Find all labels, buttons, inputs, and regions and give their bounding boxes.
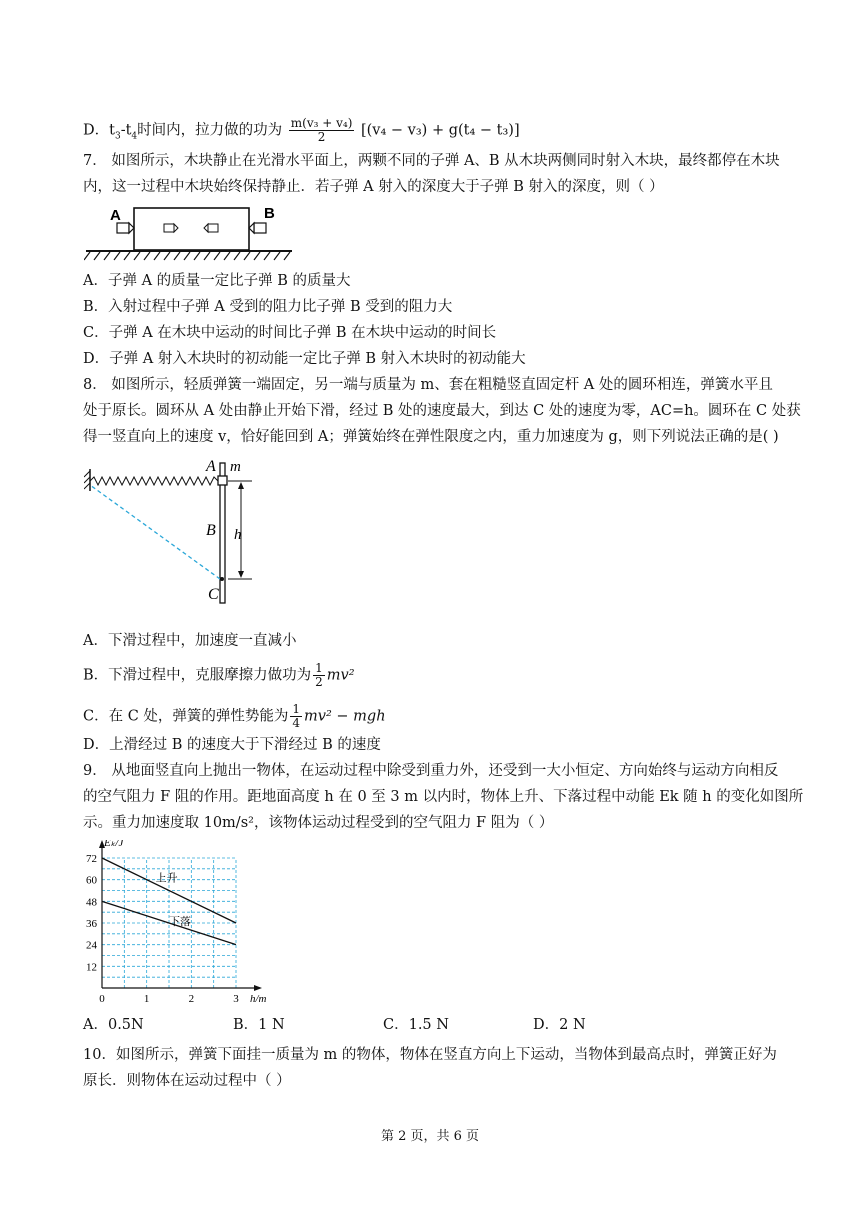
x-tick-label: 2 xyxy=(188,993,195,1005)
label-h: h xyxy=(234,527,242,543)
q9-stem-line2: 的空气阻力 F 阻的作用。距地面高度 h 在 0 至 3 m 以内时，物体上升、下落过程中动能 Ek 随 h 的变化如图所 xyxy=(83,789,804,805)
q7-option-b: B．入射过程中子弹 A 受到的阻力比子弹 B 受到的阻力大 xyxy=(83,299,453,315)
y-tick-label: 48 xyxy=(86,896,97,909)
q6-option-d: D．$t_3-t_4$时间内，拉力做的功为 $\frac{\text{m(v₃ + v₄)}}{2}$ [(v₄ − v₃) + g(t₄ − t₃)] xyxy=(83,116,520,144)
h-arrow-down xyxy=(238,571,244,578)
q6-formula-fraction: $\frac{\text{m(v₃ + v₄)}}{2}$ xyxy=(290,116,353,144)
h-arrow-up xyxy=(238,482,244,489)
q7-option-a: A．子弹 A 的质量一定比子弹 B 的质量大 xyxy=(83,273,351,289)
y-axis-label: Eₖ/J xyxy=(104,840,124,849)
y-tick-label: 12 xyxy=(86,961,97,974)
q10-stem-line2: 原长．则物体在运动过程中（ ） xyxy=(83,1073,291,1089)
q8-option-c: C．在 C 处，弹簧的弹性势能为 $\frac{1}{4}$ mv² − mgh xyxy=(83,702,386,730)
label-c: C xyxy=(208,586,219,603)
q9-stem-line1: 9． 从地面竖直向上抛出一物体，在运动过程中除受到重力外，还受到一大小恒定、方向始终与运动方向相反 xyxy=(83,763,779,779)
y-tick-label: 60 xyxy=(86,874,97,887)
series-label: 上升 xyxy=(155,872,178,885)
bullet-b-outside xyxy=(249,223,266,233)
q7-option-d: D．子弹 A 射入木块时的初动能一定比子弹 B 射入木块时的初动能大 xyxy=(83,351,526,367)
q8-stem-line3: 得一竖直向上的速度 v，恰好能回到 A；弹簧始终在弹性限度之内，重力加速度为 g，则下列说法正确的是( ) xyxy=(83,429,779,445)
q9-ek-h-chart xyxy=(80,840,290,1012)
q8-stem-line1: 8． 如图所示，轻质弹簧一端固定，另一端与质量为 m、套在粗糙竖直固定杆 A 处的圆环相连，弹簧水平且 xyxy=(83,377,773,393)
wooden-block xyxy=(134,208,249,250)
bullet-b-inside xyxy=(204,224,218,232)
label-m: m xyxy=(230,459,241,475)
q9-stem-line3: 示。重力加速度取 10m/s²，该物体运动过程受到的空气阻力 F 阻为（ ） xyxy=(83,815,554,831)
point-c-dot xyxy=(220,577,224,581)
q8-figure xyxy=(84,455,274,605)
q8-option-d: D．上滑经过 B 的速度大于下滑经过 B 的速度 xyxy=(83,737,381,753)
page-footer: 第 2 页，共 6 页 xyxy=(380,1129,480,1144)
spring xyxy=(90,477,220,485)
q7-stem-line2: 内，这一过程中木块始终保持静止．若子弹 A 射入的深度大于子弹 B 射入的深度，则（ ） xyxy=(83,179,664,195)
x-tick-label: 0 xyxy=(99,993,105,1005)
q10-stem-line1: 10．如图所示，弹簧下面挂一质量为 m 的物体，物体在竖直方向上下运动，当物体到最高点时，弹簧正好为 xyxy=(83,1047,777,1063)
ring xyxy=(218,476,227,485)
label-b: B xyxy=(264,205,275,222)
x-tick-label: 3 xyxy=(233,993,239,1005)
label-b: B xyxy=(206,522,216,539)
q7-figure xyxy=(84,200,294,262)
bullet-a-inside xyxy=(164,224,178,232)
q6-formula-rest: [(v₄ − v₃) + g(t₄ − t₃)] xyxy=(360,122,520,139)
q7-stem-line1: 7． 如图所示，木块静止在光滑水平面上，两颗不同的子弹 A、B 从木块两侧同时射入木块，最终都停在木块 xyxy=(83,153,780,169)
q9-option-c: C．1.5 N xyxy=(383,1017,449,1033)
x-axis-label: h/m xyxy=(250,993,267,1005)
q8-option-b: B．下滑过程中，克服摩擦力做功为 $\frac{1}{2}$ mv² xyxy=(83,661,355,689)
q9-option-d: D．2 N xyxy=(533,1017,586,1033)
wall-hatching xyxy=(84,471,90,489)
q8-option-a: A．下滑过程中，加速度一直减小 xyxy=(83,633,297,649)
q8-stem-line2: 处于原长。圆环从 A 处由静止开始下滑，经过 B 处的速度最大，到达 C 处的速度为零，AC=h。圆环在 C 处获 xyxy=(83,403,801,419)
y-tick-label: 36 xyxy=(86,918,97,930)
dashed-spring-position xyxy=(90,485,220,579)
y-tick-label: 24 xyxy=(86,939,97,952)
q9-option-b: B．1 N xyxy=(233,1017,285,1033)
q9-option-a: A．0.5N xyxy=(83,1017,144,1033)
x-tick-label: 1 xyxy=(143,993,150,1005)
bullet-a-outside xyxy=(117,223,134,233)
q9-options xyxy=(83,1015,683,1035)
q7-option-c: C．子弹 A 在木块中运动的时间比子弹 B 在木块中运动的时间长 xyxy=(83,325,497,341)
series-label: 下落 xyxy=(169,915,191,928)
x-axis-arrow xyxy=(254,985,262,991)
y-tick-label: 72 xyxy=(86,853,97,865)
label-a: A xyxy=(206,458,216,475)
ground-hatching xyxy=(84,252,290,260)
label-a: A xyxy=(110,207,121,224)
